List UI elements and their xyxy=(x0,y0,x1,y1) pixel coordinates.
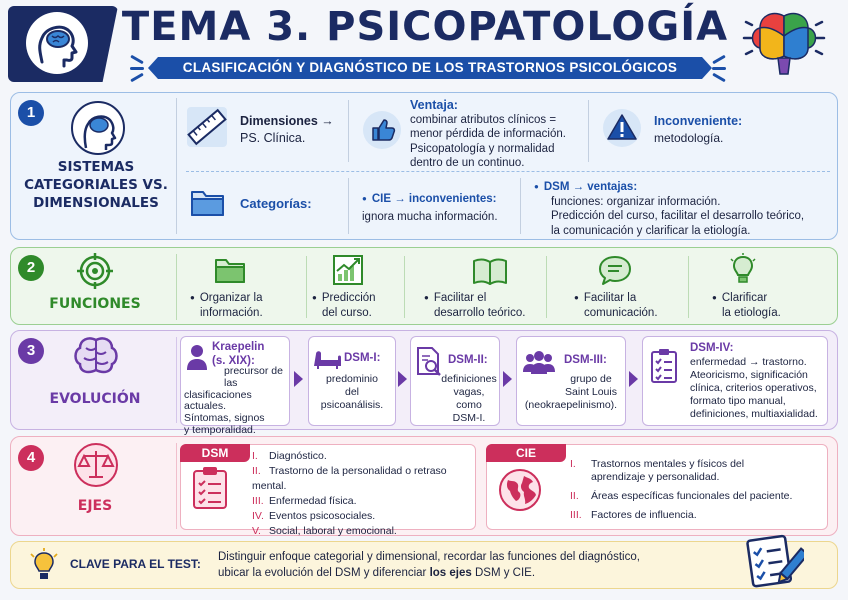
timeline-arrow xyxy=(398,371,407,387)
axis-num: V. xyxy=(252,525,261,537)
funcion-line: ● Organizar la xyxy=(190,291,290,306)
axis-num: II. xyxy=(570,490,579,502)
axis-item xyxy=(570,458,826,484)
axis-line: aprendizaje y personalidad. xyxy=(591,471,720,483)
kraepelin-line: y temporalidad. xyxy=(184,423,256,436)
axis-text xyxy=(591,458,744,484)
axis-text: Diagnóstico. xyxy=(269,450,327,462)
dsm-line: la comunicación y clarificar la etiología. xyxy=(551,224,751,237)
axis-text: Enfermedad física. xyxy=(269,495,357,507)
ventaja-label: Ventaja: xyxy=(410,98,458,112)
funcion-line: ● Predicción xyxy=(312,291,402,306)
clave-line xyxy=(218,565,718,581)
section-3-title: EVOLUCIÓN xyxy=(49,391,141,407)
lightbulb-icon xyxy=(730,253,756,287)
clave-line-text: ubicar la evolución del DSM y diferenciar xyxy=(218,567,430,579)
growth-chart-icon xyxy=(332,254,364,286)
clave-line-text: DSM y CIE. xyxy=(471,567,536,579)
subtitle-decoration-right xyxy=(708,58,728,78)
dsm3-label: DSM-III: xyxy=(564,354,607,366)
divider xyxy=(520,178,521,234)
funcion-item xyxy=(312,291,402,320)
dsm2-line: definiciones xyxy=(441,373,497,385)
kraepelin-line: actuales. xyxy=(184,400,227,413)
axis-text: Eventos psicosociales. xyxy=(269,510,376,522)
head-brain-blue-icon xyxy=(70,100,126,156)
section-number-3: 3 xyxy=(18,338,44,364)
warning-icon xyxy=(602,108,642,148)
speech-bubble-icon xyxy=(598,254,632,286)
divider xyxy=(176,98,177,234)
funcion-line: ● Clarificar xyxy=(712,291,812,306)
dimensiones-label: Dimensiones → xyxy=(240,114,334,128)
thumbs-up-icon xyxy=(362,110,402,150)
funcion-line: ● Facilitar el xyxy=(424,291,544,306)
timeline-arrow xyxy=(294,371,303,387)
dashed-divider xyxy=(186,171,830,172)
dsm3-text xyxy=(518,373,624,412)
target-icon xyxy=(76,252,114,290)
kraepelin-line: clasificaciones xyxy=(184,388,252,401)
axis-item xyxy=(252,494,474,509)
axis-item xyxy=(252,464,474,494)
cie-text: ignora mucha información. xyxy=(362,210,498,223)
clave-line: Distinguir enfoque categorial y dimensional, recordar las funciones del diagnóstico, xyxy=(218,551,640,563)
ventaja-line: menor pérdida de información. xyxy=(410,128,566,140)
dsm3-line: (neokraepelinismo). xyxy=(524,399,618,411)
dsm4-line: Ateoricismo, significación xyxy=(690,369,808,381)
folder-green-icon xyxy=(214,256,246,284)
axis-item xyxy=(252,524,474,539)
section-number-4: 4 xyxy=(18,445,44,471)
section-number-1: 1 xyxy=(18,100,44,126)
divider xyxy=(306,256,307,318)
dsm2-label: DSM-II: xyxy=(448,354,488,366)
section-1-title xyxy=(22,158,170,212)
axis-num: I. xyxy=(570,458,576,470)
inconveniente-text: metodología. xyxy=(654,130,724,145)
globe-icon xyxy=(498,468,542,512)
divider xyxy=(688,256,689,318)
clave-line-bold: los ejes xyxy=(429,567,472,579)
dsm2-text xyxy=(440,373,498,425)
divider xyxy=(404,256,405,318)
page-subtitle: CLASIFICACIÓN Y DIAGNÓSTICO DE LOS TRASTORNOS PSICOLÓGICOS xyxy=(158,57,702,79)
ventaja-line: Psicopatología y normalidad xyxy=(410,142,555,155)
funcion-line: ● Facilitar la xyxy=(574,291,684,306)
funcion-item xyxy=(712,291,812,320)
folder-icon xyxy=(190,186,226,218)
dsm4-line: definiciones, multiaxialidad. xyxy=(690,408,818,420)
cie-axes-list xyxy=(570,458,826,522)
checklist-icon xyxy=(650,348,678,384)
divider xyxy=(546,256,547,318)
kraepelin-label xyxy=(212,340,288,368)
label-line: (s. XIX): xyxy=(212,355,255,367)
cie-block xyxy=(362,192,522,224)
ventaja-block xyxy=(410,98,580,171)
dsm4-text xyxy=(690,356,828,421)
axis-num: III. xyxy=(570,509,582,521)
cie-axes-tab: CIE xyxy=(486,444,566,462)
dsm-block xyxy=(534,180,830,238)
scales-icon xyxy=(74,443,118,487)
dsm1-text xyxy=(310,373,394,412)
divider xyxy=(176,254,177,320)
dsm2-line: vagas, como xyxy=(453,386,485,411)
checklist-pencil-icon xyxy=(744,532,804,590)
funcion-line: desarrollo teórico. xyxy=(434,306,526,319)
inconveniente-label: Inconveniente: xyxy=(654,114,743,128)
axis-text: Social, laboral y emocional. xyxy=(269,525,397,537)
section-2-title: FUNCIONES xyxy=(49,296,141,312)
clave-label: CLAVE PARA EL TEST: xyxy=(70,557,201,571)
divider xyxy=(176,443,177,529)
subtitle-decoration-left xyxy=(130,58,150,78)
dsm2-line: DSM-I. xyxy=(452,412,486,424)
dsm1-line: predominio xyxy=(326,373,378,385)
axis-num: II. xyxy=(252,465,261,477)
book-icon xyxy=(472,256,508,286)
axis-item xyxy=(252,509,474,524)
kraepelin-line: precursor de las xyxy=(224,365,283,389)
divider xyxy=(176,337,177,423)
axis-text: Áreas específicas funcionales del paciente. xyxy=(591,490,793,502)
dsm4-line: clínica, criterios operativos, xyxy=(690,382,817,394)
axis-num: III. xyxy=(252,495,264,507)
axis-item xyxy=(570,509,826,522)
categorias-label: Categorías: xyxy=(240,196,312,211)
section-number-2: 2 xyxy=(18,255,44,281)
divider xyxy=(348,100,349,162)
colorful-brain-icon xyxy=(742,8,826,84)
axis-item xyxy=(570,490,826,503)
funcion-item xyxy=(190,291,290,320)
title-line: CATEGORIALES VS. xyxy=(24,177,168,193)
funcion-line: del curso. xyxy=(322,306,372,319)
clave-text xyxy=(218,549,718,581)
divider xyxy=(588,100,589,162)
funcion-line: información. xyxy=(200,306,263,319)
cie-label: ● CIE → inconvenientes: xyxy=(362,192,522,207)
section-4-title: EJES xyxy=(77,498,113,514)
lightbulb-yellow-icon xyxy=(30,548,58,582)
title-line: SISTEMAS xyxy=(57,159,135,175)
ruler-icon xyxy=(186,106,228,148)
page-title: TEMA 3. PSICOPATOLOGÍA xyxy=(121,4,729,50)
couch-icon xyxy=(313,348,341,370)
group-icon xyxy=(522,350,556,374)
label-line: Kraepelin xyxy=(212,341,265,353)
dsm3-line: Saint Louis xyxy=(565,386,617,398)
axis-line: Trastornos mentales y físicos del xyxy=(591,458,745,470)
axis-text: Trastorno de la personalidad o retraso mental. xyxy=(252,465,447,492)
timeline-arrow xyxy=(503,371,512,387)
timeline-arrow xyxy=(629,371,638,387)
document-search-icon xyxy=(416,346,442,376)
axis-text: Factores de influencia. xyxy=(591,509,697,521)
brain-icon xyxy=(74,336,118,376)
funcion-item xyxy=(424,291,544,320)
funcion-line: la etiología. xyxy=(722,306,781,319)
axis-num: I. xyxy=(252,450,258,462)
dsm-line: Predicción del curso, facilitar el desarrollo teórico, xyxy=(551,210,805,222)
inconveniente-block xyxy=(654,114,824,145)
dsm4-line: enfermedad → trastorno. xyxy=(690,356,807,368)
dsm-axes-tab: DSM xyxy=(180,444,250,462)
title-line: DIMENSIONALES xyxy=(33,195,159,211)
dsm1-line: del xyxy=(344,386,359,398)
kraepelin-text xyxy=(184,366,288,437)
dsm-axes-list xyxy=(252,449,474,539)
dsm-label: ● DSM → ventajas: xyxy=(534,180,830,195)
ventaja-line: combinar atributos clínicos = xyxy=(410,113,557,126)
funcion-item xyxy=(574,291,684,320)
head-brain-icon xyxy=(26,12,88,74)
dimensiones-text: PS. Clínica. xyxy=(240,130,306,145)
divider xyxy=(348,178,349,234)
axis-item xyxy=(252,449,474,464)
dimensiones-block xyxy=(240,114,340,145)
dsm-line: funciones: organizar información. xyxy=(551,195,721,208)
dsm4-label: DSM-IV: xyxy=(690,342,734,354)
kraepelin-line: Síntomas, signos xyxy=(184,412,265,425)
dsm4-line: formato tipo manual, xyxy=(690,395,786,407)
dsm1-label: DSM-I: xyxy=(344,352,381,364)
ventaja-line: dentro de un continuo. xyxy=(410,157,525,169)
dsm1-line: psicoanálisis. xyxy=(320,399,384,411)
clipboard-icon xyxy=(192,466,228,510)
dsm3-line: grupo de xyxy=(570,373,612,385)
funcion-line: comunicación. xyxy=(584,306,658,319)
axis-num: IV. xyxy=(252,510,264,522)
